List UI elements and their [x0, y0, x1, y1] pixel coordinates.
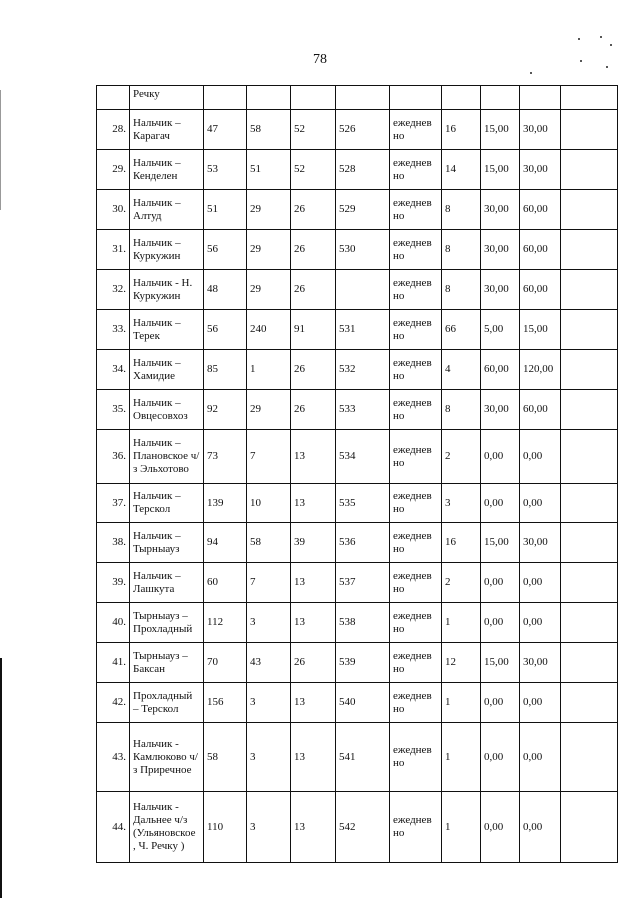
value-cell: 60,00 — [481, 350, 520, 390]
route-cell: Тырныауз – Баксан — [130, 643, 204, 683]
table-row — [97, 110, 618, 150]
route-cell: Нальчик - Камлюково ч/з Приречное — [130, 723, 204, 792]
empty-cell — [561, 150, 618, 190]
route-cell: Нальчик – Алтуд — [130, 190, 204, 230]
value-cell: 52 — [291, 110, 336, 150]
value-cell: 3 — [247, 683, 291, 723]
frequency-cell: ежеднев но — [390, 792, 442, 863]
value-cell: 15,00 — [481, 110, 520, 150]
value-cell: 15,00 — [520, 310, 561, 350]
value-cell: 139 — [204, 484, 247, 523]
value-cell: 0,00 — [520, 603, 561, 643]
empty-cell — [561, 723, 618, 792]
value-cell: 60,00 — [520, 390, 561, 430]
table-row — [97, 430, 618, 484]
value-cell: 30,00 — [520, 643, 561, 683]
row-number-cell: 31. — [97, 230, 130, 270]
value-cell: 534 — [336, 430, 390, 484]
value-cell: 85 — [204, 350, 247, 390]
route-cell: Нальчик - Н. Куркужин — [130, 270, 204, 310]
value-cell: 47 — [204, 110, 247, 150]
value-cell: 531 — [336, 310, 390, 350]
value-cell: 56 — [204, 230, 247, 270]
empty-cell — [561, 523, 618, 563]
value-cell: 1 — [442, 603, 481, 643]
empty-cell — [561, 643, 618, 683]
route-schedule-table — [96, 85, 618, 863]
value-cell: 7 — [247, 563, 291, 603]
value-cell: 30,00 — [481, 230, 520, 270]
row-number-cell: 40. — [97, 603, 130, 643]
value-cell: 0,00 — [520, 723, 561, 792]
scan-edge-mark — [0, 90, 1, 210]
value-cell: 29 — [247, 230, 291, 270]
scan-speck — [578, 38, 580, 40]
empty-cell — [561, 792, 618, 863]
value-cell: 16 — [442, 110, 481, 150]
value-cell: 0,00 — [520, 683, 561, 723]
route-cell: Нальчик – Лашкута — [130, 563, 204, 603]
scan-speck — [610, 44, 612, 46]
value-cell: 156 — [204, 683, 247, 723]
value-cell: 92 — [204, 390, 247, 430]
empty-cell — [561, 683, 618, 723]
value-cell: 2 — [442, 563, 481, 603]
value-cell: 13 — [291, 430, 336, 484]
value-cell: 0,00 — [481, 484, 520, 523]
value-cell: 26 — [291, 190, 336, 230]
frequency-cell: ежеднев но — [390, 110, 442, 150]
value-cell: 29 — [247, 190, 291, 230]
row-number-cell: 43. — [97, 723, 130, 792]
route-cell: Нальчик – Плановское ч/з Эльхотово — [130, 430, 204, 484]
value-cell: 536 — [336, 523, 390, 563]
value-cell: 0,00 — [481, 430, 520, 484]
value-cell: 26 — [291, 350, 336, 390]
frequency-cell: ежеднев но — [390, 603, 442, 643]
row-number-cell: 42. — [97, 683, 130, 723]
empty-cell — [561, 310, 618, 350]
table-row — [97, 86, 618, 110]
value-cell: 8 — [442, 230, 481, 270]
value-cell: 30,00 — [520, 150, 561, 190]
value-cell: 0,00 — [520, 563, 561, 603]
value-cell: 7 — [247, 430, 291, 484]
value-cell: 60,00 — [520, 190, 561, 230]
table-cell — [291, 86, 336, 110]
value-cell: 15,00 — [481, 643, 520, 683]
row-number-cell: 35. — [97, 390, 130, 430]
value-cell: 8 — [442, 190, 481, 230]
route-cell: Нальчик - Дальнее ч/з (Ульяновское , Ч. Речку ) — [130, 792, 204, 863]
value-cell: 15,00 — [481, 523, 520, 563]
value-cell: 0,00 — [481, 563, 520, 603]
table-cell — [520, 86, 561, 110]
value-cell: 120,00 — [520, 350, 561, 390]
scan-speck — [600, 36, 602, 38]
row-number-cell: 41. — [97, 643, 130, 683]
value-cell: 3 — [247, 723, 291, 792]
route-cell: Нальчик – Тырныауз — [130, 523, 204, 563]
value-cell: 51 — [247, 150, 291, 190]
table-row — [97, 603, 618, 643]
value-cell: 39 — [291, 523, 336, 563]
frequency-cell: ежеднев но — [390, 563, 442, 603]
frequency-cell: ежеднев но — [390, 150, 442, 190]
route-cell: Прохладный – Терскол — [130, 683, 204, 723]
value-cell: 30,00 — [481, 190, 520, 230]
table-row — [97, 150, 618, 190]
empty-cell — [561, 484, 618, 523]
value-cell: 3 — [247, 792, 291, 863]
value-cell: 26 — [291, 643, 336, 683]
value-cell: 14 — [442, 150, 481, 190]
value-cell: 30,00 — [481, 390, 520, 430]
value-cell: 538 — [336, 603, 390, 643]
route-cell: Нальчик – Кенделен — [130, 150, 204, 190]
value-cell: 0,00 — [520, 792, 561, 863]
value-cell: 26 — [291, 390, 336, 430]
value-cell: 532 — [336, 350, 390, 390]
value-cell: 29 — [247, 270, 291, 310]
value-cell: 91 — [291, 310, 336, 350]
table-row — [97, 230, 618, 270]
row-number-cell: 28. — [97, 110, 130, 150]
table-row — [97, 683, 618, 723]
value-cell: 60 — [204, 563, 247, 603]
empty-cell — [561, 270, 618, 310]
row-number-cell: 44. — [97, 792, 130, 863]
table-row — [97, 390, 618, 430]
value-cell: 8 — [442, 390, 481, 430]
value-cell: 5,00 — [481, 310, 520, 350]
value-cell: 70 — [204, 643, 247, 683]
value-cell: 1 — [442, 792, 481, 863]
value-cell: 30,00 — [520, 523, 561, 563]
value-cell: 526 — [336, 110, 390, 150]
value-cell: 26 — [291, 230, 336, 270]
table-cell — [97, 86, 130, 110]
value-cell: 535 — [336, 484, 390, 523]
table-row — [97, 723, 618, 792]
value-cell: 66 — [442, 310, 481, 350]
value-cell: 110 — [204, 792, 247, 863]
value-cell: 58 — [204, 723, 247, 792]
empty-cell — [561, 430, 618, 484]
value-cell: 0,00 — [481, 723, 520, 792]
row-number-cell: 33. — [97, 310, 130, 350]
table-row — [97, 270, 618, 310]
frequency-cell: ежеднев но — [390, 683, 442, 723]
value-cell: 16 — [442, 523, 481, 563]
value-cell: 0,00 — [481, 603, 520, 643]
value-cell: 2 — [442, 430, 481, 484]
route-cell: Нальчик – Куркужин — [130, 230, 204, 270]
value-cell: 13 — [291, 484, 336, 523]
value-cell: 10 — [247, 484, 291, 523]
table-cell — [247, 86, 291, 110]
value-cell: 13 — [291, 563, 336, 603]
scan-speck — [606, 66, 608, 68]
value-cell: 43 — [247, 643, 291, 683]
table-cell — [442, 86, 481, 110]
empty-cell — [561, 190, 618, 230]
value-cell: 60,00 — [520, 270, 561, 310]
empty-cell — [561, 390, 618, 430]
frequency-cell: ежеднев но — [390, 484, 442, 523]
value-cell: 52 — [291, 150, 336, 190]
value-cell: 60,00 — [520, 230, 561, 270]
frequency-cell: ежеднев но — [390, 190, 442, 230]
value-cell: 56 — [204, 310, 247, 350]
table-cell — [204, 86, 247, 110]
value-cell: 541 — [336, 723, 390, 792]
frequency-cell: ежеднев но — [390, 350, 442, 390]
value-cell: 94 — [204, 523, 247, 563]
value-cell: 539 — [336, 643, 390, 683]
value-cell: 26 — [291, 270, 336, 310]
table-row — [97, 792, 618, 863]
row-number-cell: 30. — [97, 190, 130, 230]
value-cell: 4 — [442, 350, 481, 390]
value-cell: 30,00 — [481, 270, 520, 310]
frequency-cell: ежеднев но — [390, 270, 442, 310]
value-cell: 1 — [247, 350, 291, 390]
row-number-cell: 39. — [97, 563, 130, 603]
route-fragment-cell: Речку — [130, 86, 204, 110]
value-cell: 13 — [291, 792, 336, 863]
table-row — [97, 523, 618, 563]
value-cell: 12 — [442, 643, 481, 683]
value-cell: 58 — [247, 110, 291, 150]
page-number: 78 — [313, 52, 327, 67]
table-row — [97, 310, 618, 350]
table-cell — [336, 86, 390, 110]
empty-cell — [561, 110, 618, 150]
value-cell — [336, 270, 390, 310]
route-cell: Нальчик – Терскол — [130, 484, 204, 523]
value-cell: 1 — [442, 723, 481, 792]
value-cell: 0,00 — [481, 792, 520, 863]
value-cell: 1 — [442, 683, 481, 723]
value-cell: 112 — [204, 603, 247, 643]
table-row — [97, 350, 618, 390]
value-cell: 0,00 — [481, 683, 520, 723]
value-cell: 3 — [442, 484, 481, 523]
table-row — [97, 643, 618, 683]
value-cell: 30,00 — [520, 110, 561, 150]
value-cell: 0,00 — [520, 484, 561, 523]
scan-speck — [530, 72, 532, 74]
value-cell: 3 — [247, 603, 291, 643]
scan-edge-mark — [0, 658, 2, 898]
frequency-cell: ежеднев но — [390, 523, 442, 563]
route-cell: Нальчик – Овцесовхоз — [130, 390, 204, 430]
empty-cell — [561, 230, 618, 270]
value-cell: 530 — [336, 230, 390, 270]
value-cell: 73 — [204, 430, 247, 484]
value-cell: 13 — [291, 603, 336, 643]
frequency-cell: ежеднев но — [390, 723, 442, 792]
value-cell: 13 — [291, 723, 336, 792]
value-cell: 53 — [204, 150, 247, 190]
empty-cell — [561, 350, 618, 390]
value-cell: 15,00 — [481, 150, 520, 190]
frequency-cell: ежеднев но — [390, 230, 442, 270]
row-number-cell: 36. — [97, 430, 130, 484]
value-cell: 540 — [336, 683, 390, 723]
table-cell — [561, 86, 618, 110]
value-cell: 542 — [336, 792, 390, 863]
table-cell — [390, 86, 442, 110]
value-cell: 240 — [247, 310, 291, 350]
value-cell: 529 — [336, 190, 390, 230]
value-cell: 29 — [247, 390, 291, 430]
value-cell: 533 — [336, 390, 390, 430]
value-cell: 13 — [291, 683, 336, 723]
value-cell: 48 — [204, 270, 247, 310]
row-number-cell: 38. — [97, 523, 130, 563]
row-number-cell: 29. — [97, 150, 130, 190]
value-cell: 51 — [204, 190, 247, 230]
route-cell: Нальчик – Терек — [130, 310, 204, 350]
route-cell: Нальчик – Карагач — [130, 110, 204, 150]
row-number-cell: 34. — [97, 350, 130, 390]
empty-cell — [561, 603, 618, 643]
frequency-cell: ежеднев но — [390, 430, 442, 484]
frequency-cell: ежеднев но — [390, 310, 442, 350]
route-cell: Нальчик – Хамидие — [130, 350, 204, 390]
table-row — [97, 484, 618, 523]
value-cell: 537 — [336, 563, 390, 603]
value-cell: 0,00 — [520, 430, 561, 484]
table-cell — [481, 86, 520, 110]
row-number-cell: 37. — [97, 484, 130, 523]
value-cell: 58 — [247, 523, 291, 563]
frequency-cell: ежеднев но — [390, 643, 442, 683]
frequency-cell: ежеднев но — [390, 390, 442, 430]
scan-speck — [580, 60, 582, 62]
table-row — [97, 190, 618, 230]
value-cell: 528 — [336, 150, 390, 190]
row-number-cell: 32. — [97, 270, 130, 310]
table-row — [97, 563, 618, 603]
route-cell: Тырныауз – Прохладный — [130, 603, 204, 643]
value-cell: 8 — [442, 270, 481, 310]
empty-cell — [561, 563, 618, 603]
